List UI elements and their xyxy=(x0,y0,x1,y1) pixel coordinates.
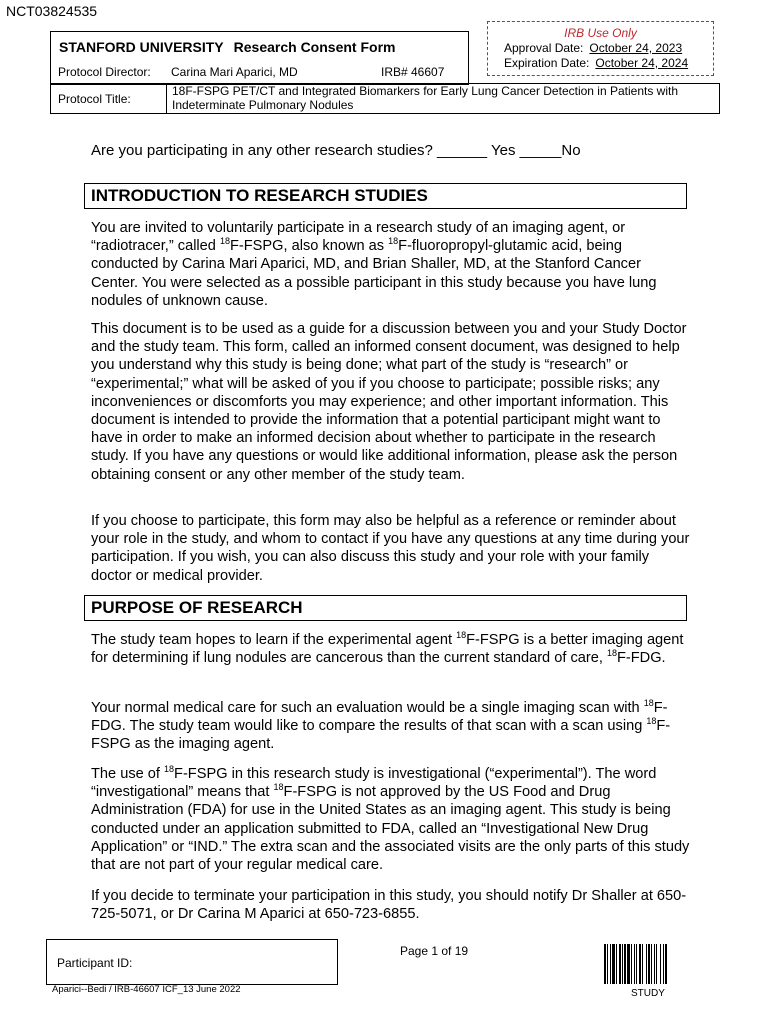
barcode-icon xyxy=(604,944,694,984)
paragraph xyxy=(91,219,691,310)
isotope-superscript: 18 xyxy=(646,716,657,727)
approval-date-label: Approval Date: xyxy=(504,41,584,55)
no-blank[interactable]: _____ xyxy=(519,142,562,159)
text-run: F-FSPG is a better imaging agent for determining if lung nodules are cancerous than the current standard of care, xyxy=(91,632,684,667)
text-run: You are invited to voluntarily participate in a research study of an imaging agent, or “radiotracer,” called xyxy=(91,220,626,255)
text-run: F-FDG. xyxy=(616,650,666,667)
protocol-title-box xyxy=(50,83,720,114)
form-title xyxy=(59,39,395,55)
protocol-title xyxy=(172,84,717,112)
barcode-label: STUDY xyxy=(631,988,665,999)
irb-number: IRB# 46607 xyxy=(381,65,445,79)
section-heading-purpose: PURPOSE OF RESEARCH xyxy=(84,595,687,621)
university-name: STANFORD UNIVERSITY xyxy=(59,39,224,55)
text-run: The use of xyxy=(91,766,165,782)
footer-reference: Aparici--Bedi / IRB-46607 ICF_13 June 2022 xyxy=(52,984,241,995)
text-run: Your normal medical care for such an evaluation would be a single imaging scan with xyxy=(91,700,644,716)
protocol-title-label: Protocol Title: xyxy=(58,92,131,106)
protocol-director-label: Protocol Director: xyxy=(58,65,151,79)
form-name: Research Consent Form xyxy=(233,39,396,55)
isotope-superscript: 18 xyxy=(388,236,399,247)
expiration-date: October 24, 2024 xyxy=(595,56,689,70)
yes-blank[interactable]: ______ xyxy=(437,142,488,159)
text-run: F-FSPG is not approved by the US Food and Drug Administration (FDA) for use in the United States as an imaging agent. This study is being conducted under an application submitted to FDA, called an “Investigational New Drug Application” or “IND.” The extra scan and the associated visits are the only parts of this study that are not part of your regular medical care. xyxy=(91,784,690,874)
section-heading-introduction: INTRODUCTION TO RESEARCH STUDIES xyxy=(84,183,687,209)
divider xyxy=(166,84,167,113)
irb-stamp-title: IRB Use Only xyxy=(564,26,637,40)
participant-id-box[interactable] xyxy=(46,939,338,985)
isotope-superscript: 18 xyxy=(606,648,617,659)
irb-stamp xyxy=(487,21,714,76)
protocol-title-line2: Indeterminate Pulmonary Nodules xyxy=(172,98,354,112)
protocol-title-line1: 18F-FSPG PET/CT and Integrated Biomarkers for Early Lung Cancer Detection in Patients with xyxy=(172,84,679,98)
text-run: The study team hopes to learn if the experimental agent xyxy=(91,632,457,648)
text-run: F-fluoropropyl-glutamic acid, being conducted by Carina Mari Aparici, MD, and Brian Shaller, MD, at the Stanford Cancer Center. You were selected as a possible participant in this study because you have lung nodules of unknown cause. xyxy=(91,238,657,309)
paragraph: If you choose to participate, this form may also be helpful as a reference or reminder about your role in the study, and whom to contact if you have any questions at any time during your participation. If you wish, you can also discuss this study and your role with your family doctor or medical provider. xyxy=(91,513,690,584)
yes-label: Yes xyxy=(491,142,516,159)
text-run: F-FDG. The study team would like to compare the results of that scan with a scan using xyxy=(91,700,668,735)
expiration-date-row xyxy=(504,56,688,70)
text-run: F-FSPG in this research study is investigational (“experimental”). The word “investigational” means that xyxy=(91,766,657,801)
page-number: Page 1 of 19 xyxy=(400,944,469,958)
isotope-superscript: 18 xyxy=(219,236,230,247)
approval-date: October 24, 2023 xyxy=(589,41,683,55)
text-run: F-FSPG, also known as xyxy=(229,238,389,255)
participant-id-label: Participant ID: xyxy=(57,956,133,970)
isotope-superscript: 18 xyxy=(643,698,654,708)
paragraph xyxy=(91,765,691,874)
document-id: NCT03824535 xyxy=(6,3,98,19)
approval-date-row xyxy=(504,41,682,55)
form-header xyxy=(50,31,469,85)
paragraph xyxy=(91,631,691,667)
isotope-superscript: 18 xyxy=(164,764,175,774)
other-studies-question xyxy=(91,142,581,159)
protocol-director-name: Carina Mari Aparici, MD xyxy=(171,65,298,79)
paragraph: If you decide to terminate your participation in this study, you should notify Dr Shaller at 650-725-5071, or Dr Carina M Aparici at 650-723-6855. xyxy=(91,888,687,923)
no-label: No xyxy=(561,142,581,159)
isotope-superscript: 18 xyxy=(273,782,284,793)
paragraph xyxy=(91,699,691,754)
text-run: F-FSPG as the imaging agent. xyxy=(91,718,671,753)
expiration-date-label: Expiration Date: xyxy=(504,56,590,70)
question-text: Are you participating in any other research studies? xyxy=(91,142,433,159)
isotope-superscript: 18 xyxy=(456,630,467,640)
paragraph: This document is to be used as a guide for a discussion between you and your Study Doctor and the study team. This form, called an informed consent document, was designed to help you understand why this study is being done; what part of the study is “research” or “experimental;” what will be asked of you if you choose to participate; possible risks; any inconveniences or discomforts you may experience; and other important information. This document is intended to provide the information that a potential participant might want to have in order to make an informed decision about whether to participate in the research study. If you have any questions or would like additional information, please ask the person obtaining consent or any other member of the study team. xyxy=(91,321,687,483)
